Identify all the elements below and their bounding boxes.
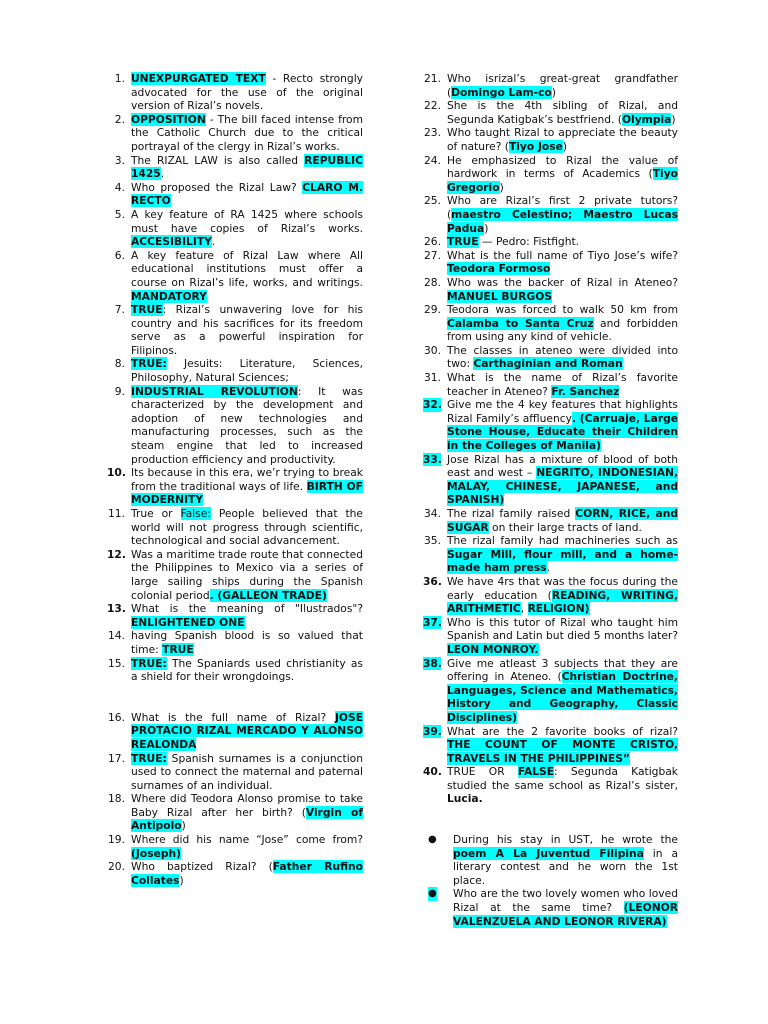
right-column [423,72,678,928]
highlighted-answer: NEGRITO, INDONESIAN, MALAY, CHINESE, JAPANESE, and SPANISH) [447,466,679,507]
highlighted-answer: THE COUNT OF MONTE CRISTO, TRAVELS IN THE PHILIPPINES” [447,738,678,765]
list-item [423,371,678,398]
item-text [447,507,678,534]
item-number: 3. [114,153,125,167]
list-item [423,99,678,126]
highlighted-answer: REPUBLIC 1425 [131,153,363,181]
item-text [131,657,363,684]
item-number: 32. [423,398,442,412]
list-item [423,534,678,575]
list-item [423,72,678,99]
item-number: 12. [107,547,126,561]
list-item [107,684,363,752]
item-text [447,126,678,153]
item-text [131,629,363,656]
list-item [107,357,363,384]
list-item [423,507,678,534]
text-segment: ) [484,221,489,235]
item-text [131,249,363,303]
list-item [423,657,678,725]
highlighted-answer: (Joseph) [131,846,181,860]
list-item [423,235,678,249]
item-number: 1. [114,72,125,85]
list-item [107,548,363,602]
item-text [447,765,678,805]
highlighted-answer: Sugar Mill, flour mill, and a home-made ham press [447,547,678,575]
highlighted-answer: LEON MONROY. [447,642,539,656]
text-segment: ) [671,112,676,126]
text-segment: Its because in this era, we’r trying to break from the traditional ways of life. [131,466,363,493]
item-text [131,208,363,248]
text-segment: What is the full name of Tiyo Jose’s wife? [447,248,678,262]
list-item [423,725,678,766]
item-number: 14. [108,629,125,643]
text-segment: The Spaniards used christianity as a shield for their wrongdoings. [131,656,363,684]
left-column [107,72,363,887]
text-segment: on their large tracts of land. [488,520,642,534]
list-item [423,344,678,371]
item-number: 24. [424,153,441,167]
highlighted-answer: UNEXPURGATED TEXT [131,72,266,85]
item-number: 40. [423,765,442,779]
highlighted-answer: . (GALLEON TRADE) [209,588,327,602]
item-number: 34. [424,507,441,520]
item-text [131,385,363,466]
item-number: 25. [424,194,441,208]
list-item [107,249,363,303]
text-segment: Give me atleast 3 subjects that they are offering in Ateneo. ( [447,656,678,684]
highlighted-answer: False: [180,507,211,520]
text-segment: Who is this tutor of Rizal who taught him Spanish and Latin but died 5 months later? [447,615,678,643]
highlighted-answer: MANUEL BURGOS [447,289,552,303]
highlighted-answer: JOSE PROTACIO RIZAL MERCADO Y ALONSO REALONDA [131,710,363,751]
text-segment: What is the full name of Rizal? [131,710,335,724]
item-text [447,303,678,343]
highlighted-answer: poem A La Juventud Filipina [453,846,644,860]
item-text [447,154,678,194]
item-text [447,398,678,452]
item-text [447,72,678,99]
list-item [107,385,363,467]
bullet-icon: ● [428,834,437,846]
list-item [423,765,678,806]
list-item [423,303,678,344]
text-segment: We have 4rs that was the focus during the early education ( [447,574,678,602]
highlighted-answer: MANDATORY [131,289,207,303]
highlighted-answer: ACCESIBILITY [131,235,212,249]
item-text [447,453,678,507]
item-text [447,249,678,276]
list-item [107,72,363,113]
list-item [423,194,678,235]
highlighted-answer: CORN, RICE, and SUGAR [447,507,678,534]
item-text [447,534,678,574]
highlighted-answer: Tiyo Jose [508,139,563,153]
text-segment: She is the 4th sibling of Rizal, and Segunda Katigbak’s bestfriend. ( [447,99,678,126]
text-segment: The RIZAL LAW is also called [131,153,305,167]
highlighted-answer: CLARO M. RECTO [131,180,363,208]
bullet-icon: ● [428,888,437,900]
item-number: 11. [108,507,125,520]
item-number: 30. [424,343,441,357]
list-item [107,657,363,684]
highlighted-answer: maestro Celestino; Maestro Lucas Padua [447,207,678,235]
text-segment: Where did Teodora Alonso promise to take Baby Rizal after her birth? ( [131,792,363,819]
text-segment: The rizal family had machineries such as [447,534,678,548]
item-number: 39. [423,724,442,738]
item-text [131,507,363,547]
highlighted-answer: Domingo Lam-co [451,85,552,99]
text-segment: Jose Rizal has a mixture of blood of both east and west – [447,452,678,480]
text-segment: What is the meaning of "Ilustrados"? [131,602,363,616]
list-item [423,398,678,452]
text-segment: Lucia. [447,792,483,806]
text-segment: Who baptized Rizal? ( [131,860,273,874]
list-item [423,575,678,616]
item-text [131,303,363,357]
item-number: 16. [108,710,125,724]
highlighted-answer: RELIGION) [527,602,590,616]
item-number: 13. [107,602,126,616]
item-text [447,616,678,656]
highlighted-answer: ENLIGHTENED ONE [131,615,245,629]
text-segment: Who was the backer of Rizal in Ateneo? [447,275,678,289]
highlighted-answer: OPPOSITION [131,112,206,126]
item-number: 36. [423,574,442,588]
item-text [131,602,363,629]
text-segment: A key feature of RA 1425 where schools must have copies of Rizal’s works. [131,207,363,235]
text-segment: ) [562,139,568,153]
text-segment: . [546,561,550,575]
text-segment: Who are Rizal’s first 2 private tutors? ( [447,194,678,221]
list-item [107,208,363,249]
text-segment: ) [181,819,186,833]
item-number: 10. [107,466,126,480]
text-segment: The classes in ateneo were divided into two: [447,343,678,371]
text-segment: ) [179,873,184,887]
item-number: 31. [424,371,441,385]
list-item [423,453,678,507]
item-number: 5. [114,207,125,221]
text-segment: What is the name of Rizal’s favorite teacher in Ateneo? [447,371,678,398]
item-number: 9. [114,384,125,398]
text-segment: ) [499,180,504,194]
highlighted-answer: Calamba to Santa Cruz [447,316,594,330]
item-number: 23. [424,126,441,140]
item-text [131,154,363,181]
list-item [107,181,363,208]
bullet-item [423,833,678,887]
highlighted-answer: TRUE: [131,656,167,670]
highlighted-answer: Virgin of Antipolo [131,805,364,833]
item-text [131,72,363,112]
highlighted-answer: BIRTH OF MODERNITY [131,479,363,507]
text-segment: . [160,167,165,181]
list-item [107,154,363,181]
item-text [447,575,678,615]
item-number: 8. [114,357,125,371]
item-number: 4. [114,180,125,194]
spacer [131,684,363,711]
item-text [447,344,678,371]
text-segment: : It was characterized by the development and adoption of new technologies and manufacturing processes, such as the steam engine that led to increased production efficiency and productivity. [131,384,363,466]
item-number: 19. [108,833,125,847]
highlighted-answer: TRUE: [131,357,167,371]
item-number: 37. [423,615,442,629]
text-segment: : Segunda Katigbak studied the same school as Rizal’s sister, [447,765,678,792]
highlighted-answer: TRUE [162,642,194,656]
item-number: 29. [424,303,441,317]
text-segment: He emphasized to Rizal the value of hardwork in terms of Academics ( [447,153,678,181]
text-segment: What are the 2 favorite books of rizal? [447,724,678,738]
item-text [447,276,678,303]
text-segment: ) [551,85,556,99]
highlighted-answer: (LEONOR VALENZUELA AND LEONOR RIVERA) [453,901,678,928]
highlighted-answer: Fr. Sanchez [551,384,620,398]
list-item [107,303,363,357]
item-number: 7. [114,303,125,317]
list-item [107,113,363,154]
item-text [131,357,363,384]
item-text [447,235,579,248]
highlighted-answer: TRUE: [131,751,167,765]
highlighted-answer: READING, WRITING, ARITHMETIC [447,588,678,616]
text-segment: and forbidden from using any kind of vehicle. [447,316,678,344]
item-text [447,725,678,765]
text-segment: : Rizal’s unwavering love for his country and his sacrifices for its freedom serve as a powerful inspiration for Filipinos. [131,303,363,357]
item-text [131,711,363,751]
list-item [107,466,363,507]
list-item [423,154,678,195]
item-number: 26. [424,235,441,249]
list-item [107,860,363,887]
item-number: 2. [114,112,125,126]
item-number: 6. [114,248,125,262]
item-number: 15. [108,656,125,670]
text-segment: Give me the 4 key features that highlights Rizal Family’s affluency [447,398,678,425]
highlighted-answer: Carthaginian and Roman [473,357,623,371]
item-number: 21. [424,72,441,85]
highlighted-answer: Christian Doctrine, Languages, Science and Mathematics, History and Geography, Classic Disciplines) [447,670,678,724]
text-segment: Spanish surnames is a conjunction used to connect the maternal and paternal surnames of an individual. [131,751,363,792]
text-segment: A key feature of Rizal Law where All educational institutions must offer a course on Rizal’s life, works, and writings. [131,248,363,289]
text-segment: Jesuits: Literature, Sciences, Philosophy, Natural Sciences; [131,357,363,385]
text-segment: . [211,235,216,249]
text-segment: having Spanish blood is so valued that time: [131,629,363,656]
item-text [131,466,363,506]
text-segment: — Pedro: Fistfight. [478,235,580,249]
list-item [423,276,678,303]
item-number: 17. [108,751,125,765]
text-segment: - The bill faced intense from the Catholic Church due to the critical portrayal of the clergy in Rizal’s works. [131,112,363,153]
text-segment: People believed that the world will not progress through scientific, technological and social advancement. [131,507,363,548]
list-item [107,792,363,833]
list-item [107,602,363,629]
text-segment: in a literary contest and he worn the 1st place. [453,846,678,887]
item-text [131,833,363,860]
highlighted-answer: . (Carruaje, Large Stone House, Educate their Children in the Colleges of Manila) [447,411,678,453]
highlighted-answer: Tiyo Gregorio [447,167,678,194]
item-number: 18. [108,792,125,806]
item-text [447,99,678,126]
highlighted-answer: INDUSTRIAL REVOLUTION [131,384,298,398]
bullet-item [423,887,678,928]
text-segment: , [520,602,528,616]
item-text [131,181,363,208]
text-segment: Who isrizal’s great-great grandfather ( [447,72,678,99]
item-text [447,194,678,234]
spacer [423,806,678,833]
item-number: 33. [423,452,442,466]
list-item [107,629,363,656]
list-item [107,833,363,860]
item-text [131,860,363,887]
highlighted-answer: FALSE [517,765,555,779]
highlighted-answer: TRUE [131,303,163,317]
text-segment: Where did his name “Jose” come from? [131,833,363,847]
list-item [107,752,363,793]
text-segment: True or [131,507,181,520]
highlighted-answer: Teodora Formoso [447,262,551,276]
text-segment: Who proposed the Rizal Law? [131,180,303,194]
highlighted-answer: Father Rufino Collates [131,860,363,887]
text-segment: - Recto strongly advocated for the use of the original version of Rizal’s novels. [131,72,364,113]
item-text [131,113,363,153]
text-segment: Who are the two lovely women who loved Rizal at the same time? [453,887,678,915]
item-number: 35. [424,534,441,548]
list-item [423,126,678,153]
list-item [107,507,363,548]
text-segment: The rizal family raised [447,507,576,520]
highlighted-answer: Olympia [621,112,672,126]
item-number: 22. [424,99,441,113]
text-segment: Who taught Rizal to appreciate the beauty of nature? ( [447,126,678,153]
item-number: 28. [424,275,441,289]
highlighted-answer: TRUE [447,235,479,249]
text-segment: TRUE OR [447,765,518,779]
item-text [131,548,363,602]
list-item [423,249,678,276]
item-text [131,752,363,792]
list-item [423,616,678,657]
item-number: 27. [424,248,441,262]
text-segment: During his stay in UST, he wrote the [453,833,678,847]
item-number: 20. [108,860,125,874]
item-text [447,371,678,398]
item-number: 38. [423,656,442,670]
item-text [131,792,363,832]
text-segment: Teodora was forced to walk 50 km from [447,303,678,317]
text-segment: Was a maritime trade route that connected the Philippines to Mexico via a series of large sailing ships during the Spanish colonial period [131,547,363,602]
item-text [447,657,678,724]
